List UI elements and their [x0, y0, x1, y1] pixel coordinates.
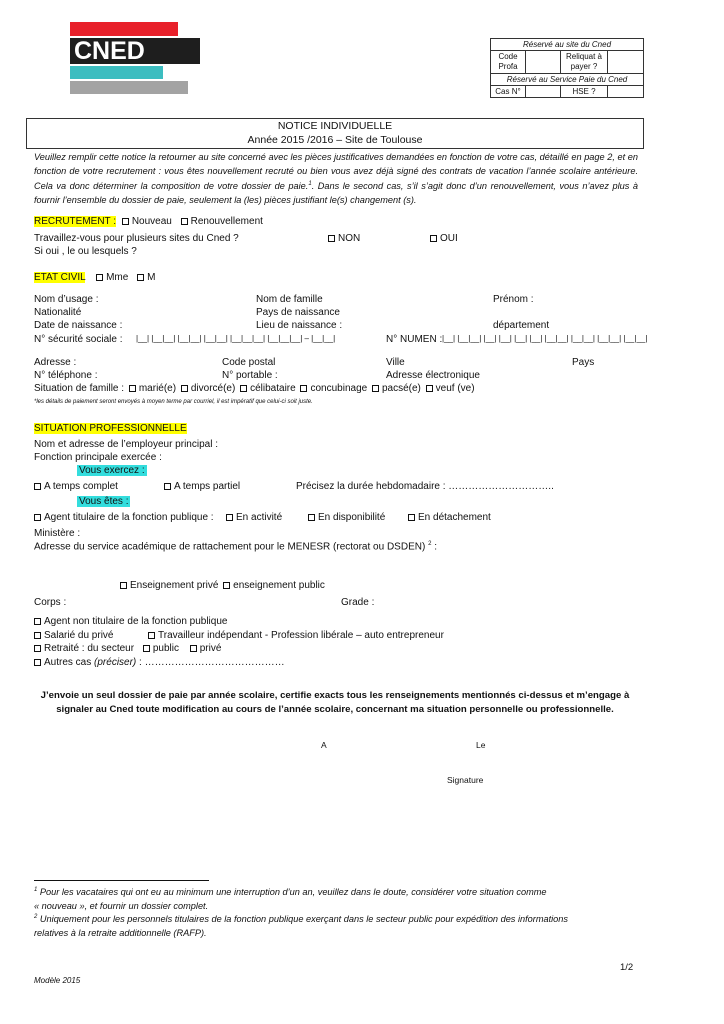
- signature-place-label: A: [321, 740, 327, 750]
- signature-label: Signature: [447, 775, 484, 785]
- fonction-label: Fonction principale exercée :: [34, 452, 162, 463]
- hse-value[interactable]: [608, 86, 644, 98]
- code-profa-label: Code Profa: [491, 51, 526, 74]
- renouvellement-checkbox[interactable]: [181, 218, 188, 225]
- m-label: M: [147, 272, 156, 283]
- corps-label: Corps :: [34, 597, 67, 608]
- pacse-label: pacsé(e): [381, 383, 421, 394]
- intro-footnote-ref: 1: [308, 181, 312, 187]
- renouvellement-label: Renouvellement: [190, 216, 263, 227]
- ville-label: Ville: [386, 357, 405, 368]
- notice-title: NOTICE INDIVIDUELLE: [277, 120, 393, 132]
- retraite-prive-checkbox[interactable]: [190, 645, 197, 652]
- autres-cas-option: [34, 657, 285, 668]
- service-colon: :: [431, 541, 437, 553]
- vous-etes-label: Vous êtes :: [79, 496, 129, 507]
- mme-checkbox[interactable]: [96, 274, 103, 281]
- non-option: [328, 233, 360, 244]
- service-footnote-ref: 2: [428, 541, 432, 547]
- intro-part1: Veuillez remplir cette notice la retourner au site concerné avec les pièces justificatives demandées en fonction de votre cas, détaillé en page 2, et en fonction de votre recrutement : vous êtes nouvellement recruté ou bien vous avez déjà signé des contrats de vacation l’année scolaire antérieure. Cela va donc déterminer la composition de votre dossier de paie.: [34, 152, 638, 192]
- en-activite-option: [226, 512, 282, 523]
- plusieurs-sites-question: Travaillez-vous pour plusieurs sites du Cned ?: [34, 233, 239, 244]
- celibataire-checkbox[interactable]: [240, 385, 247, 392]
- oui-option: [430, 233, 458, 244]
- nationalite-label: Nationalité: [34, 307, 82, 318]
- footnote-separator: [34, 880, 209, 881]
- reserve-site-title: Réservé au site du Cned: [491, 39, 644, 51]
- page-number: 1/2: [620, 962, 634, 973]
- independant-checkbox[interactable]: [148, 632, 155, 639]
- logo-teal-bar: [70, 66, 163, 79]
- salarie-label: Salarié du privé: [44, 630, 114, 641]
- vous-exercez-heading: [77, 465, 147, 476]
- m-checkbox[interactable]: [137, 274, 144, 281]
- certification-line2: signaler au Cned toute modification au cours de l’année scolaire, concernant ma situation personnelle ou professionnelle.: [56, 704, 614, 715]
- nom-usage-label: Nom d’usage :: [34, 294, 99, 305]
- temps-partiel-option: [164, 481, 240, 492]
- marie-checkbox[interactable]: [129, 385, 136, 392]
- agent-non-titulaire-option: [34, 616, 227, 627]
- en-detachement-checkbox[interactable]: [408, 514, 415, 521]
- ens-public-checkbox[interactable]: [223, 582, 230, 589]
- duree-hebdo-label: Précisez la durée hebdomadaire : …………………………..: [296, 481, 554, 492]
- logo-red-bar: [70, 22, 178, 36]
- secu-input-boxes[interactable]: |__| |__|__| |__|__| |__|__| |__|__|__| |__|__|__| – |__|__|: [136, 334, 336, 343]
- agent-non-titulaire-label: Agent non titulaire de la fonction publique: [44, 616, 228, 627]
- mme-label: Mme: [106, 272, 129, 283]
- footnote-1-number: 1: [34, 887, 38, 893]
- notice-subtitle: Année 2015 /2016 – Site de Toulouse: [247, 134, 423, 146]
- certification-line1: J’envoie un seul dossier de paie par année scolaire, certifie exacts tous les renseignements mentionnés ci-dessus et m’engage à: [40, 690, 630, 701]
- vous-exercez-label: Vous exercez :: [79, 465, 145, 476]
- salarie-option: [34, 630, 113, 641]
- en-disponibilite-label: En disponibilité: [318, 512, 386, 523]
- situation-pro-label: SITUATION PROFESSIONNELLE: [34, 423, 187, 434]
- etat-civil-row: [34, 272, 155, 283]
- email-note: *les détails de paiement seront envoyés à moyen terme par courriel, il est impératif que celui-ci soit juste.: [34, 399, 313, 405]
- footnote-2-number: 2: [34, 914, 38, 920]
- non-label: NON: [338, 233, 361, 244]
- code-profa-value[interactable]: [526, 51, 561, 74]
- independant-option: [148, 630, 444, 641]
- temps-partiel-label: A temps partiel: [174, 481, 241, 492]
- pays-label: Pays: [572, 357, 595, 368]
- agent-non-titulaire-checkbox[interactable]: [34, 618, 41, 625]
- en-activite-label: En activité: [236, 512, 283, 523]
- retraite-checkbox[interactable]: [34, 645, 41, 652]
- ministere-label: Ministère :: [34, 528, 81, 539]
- secu-label: N° sécurité sociale :: [34, 334, 123, 345]
- situation-pro-heading: [34, 423, 187, 434]
- recrutement-label: RECRUTEMENT :: [34, 216, 117, 227]
- pacse-checkbox[interactable]: [372, 385, 379, 392]
- oui-checkbox[interactable]: [430, 235, 437, 242]
- agent-titulaire-option: [34, 512, 214, 523]
- telephone-label: N° téléphone :: [34, 370, 98, 381]
- reserve-paie-title: Réservé au Service Paie du Cned: [491, 74, 644, 86]
- salarie-checkbox[interactable]: [34, 632, 41, 639]
- divorce-checkbox[interactable]: [181, 385, 188, 392]
- autres-cas-label: Autres cas: [44, 657, 92, 668]
- email-label: Adresse électronique: [386, 370, 480, 381]
- divorce-label: divorcé(e): [190, 383, 236, 394]
- veuf-checkbox[interactable]: [426, 385, 433, 392]
- footnote-1: [34, 887, 547, 897]
- grade-label: Grade :: [341, 597, 375, 608]
- recrutement-row: [34, 216, 263, 227]
- veuf-label: veuf (ve): [435, 383, 475, 394]
- agent-titulaire-label: Agent titulaire de la fonction publique :: [44, 512, 214, 523]
- logo-gray-bar: [70, 81, 188, 94]
- en-disponibilite-option: [308, 512, 385, 523]
- prenom-label: Prénom :: [493, 294, 534, 305]
- intro-part2: . Dans le second cas, s’il s’agit donc d’un renouvellement, vous n’avez plus à fournir l’ensemble du dossier de paie, seulement la (les) pièces justifiant le(s) changement (s).: [34, 181, 638, 205]
- situation-famille-row: [34, 383, 475, 394]
- retraite-public-checkbox[interactable]: [143, 645, 150, 652]
- modele-label: Modèle 2015: [34, 976, 81, 985]
- autres-cas-checkbox[interactable]: [34, 659, 41, 666]
- autres-cas-dots: : ……………………………………: [136, 657, 285, 668]
- departement-label: département: [493, 320, 550, 331]
- footnote-2-text: Uniquement pour les personnels titulaires de la fonction publique exerçant dans le secteur public pour expédition des informations: [39, 914, 568, 925]
- footnote-2: [34, 914, 568, 924]
- temps-complet-option: [34, 481, 118, 492]
- reserve-table: [490, 38, 644, 98]
- situation-famille-label: Situation de famille :: [34, 383, 125, 394]
- intro-paragraph: [34, 151, 638, 207]
- adresse-label: Adresse :: [34, 357, 77, 368]
- retraite-label: Retraité : du secteur: [44, 643, 135, 654]
- en-detachement-option: [408, 512, 491, 523]
- retraite-row: [34, 643, 221, 654]
- signature-date-label: Le: [476, 740, 486, 750]
- ens-prive-checkbox[interactable]: [120, 582, 127, 589]
- cas-value[interactable]: [526, 86, 561, 98]
- vous-etes-heading: [77, 496, 130, 507]
- service-academique-label: [34, 541, 437, 552]
- nouveau-checkbox[interactable]: [122, 218, 129, 225]
- marie-label: marié(e): [138, 383, 177, 394]
- concubinage-checkbox[interactable]: [300, 385, 307, 392]
- temps-complet-checkbox[interactable]: [34, 483, 41, 490]
- etat-civil-label: ETAT CIVIL: [34, 272, 86, 283]
- reliquat-label: Reliquat à payer ?: [561, 51, 608, 74]
- pays-naissance-label: Pays de naissance: [256, 307, 340, 318]
- ens-public-label: enseignement public: [233, 580, 325, 591]
- nouveau-label: Nouveau: [131, 216, 172, 227]
- code-postal-label: Code postal: [222, 357, 276, 368]
- logo-text: CNED: [74, 37, 145, 65]
- lesquels-question: Si oui , le ou lesquels ?: [34, 246, 137, 257]
- footnote-2-cont: relatives à la retraite additionnelle (RAFP).: [34, 928, 207, 938]
- en-activite-checkbox[interactable]: [226, 514, 233, 521]
- en-disponibilite-checkbox[interactable]: [308, 514, 315, 521]
- lieu-naissance-label: Lieu de naissance :: [256, 320, 343, 331]
- numen-label: N° NUMEN :: [386, 334, 443, 345]
- preciser-label: (préciser): [94, 657, 137, 668]
- concubinage-label: concubinage: [310, 383, 368, 394]
- temps-complet-label: A temps complet: [44, 481, 118, 492]
- employeur-label: Nom et adresse de l’employeur principal :: [34, 439, 218, 450]
- footnote-1-text: Pour les vacataires qui ont eu au minimum une interruption d’un an, veuillez dans le doute, considérer votre situation comme: [39, 887, 547, 898]
- enseignement-row: [120, 580, 325, 591]
- agent-titulaire-checkbox[interactable]: [34, 514, 41, 521]
- cas-label: Cas N°: [491, 86, 526, 98]
- reliquat-value[interactable]: [608, 51, 644, 74]
- footnote-1-cont: « nouveau », et fournir un dossier complet.: [34, 901, 209, 911]
- en-detachement-label: En détachement: [418, 512, 491, 523]
- portable-label: N° portable :: [222, 370, 278, 381]
- retraite-prive-label: privé: [199, 643, 222, 654]
- non-checkbox[interactable]: [328, 235, 335, 242]
- independant-label: Travailleur indépendant - Profession libérale – auto entrepreneur: [158, 630, 444, 641]
- celibataire-label: célibataire: [250, 383, 296, 394]
- temps-partiel-checkbox[interactable]: [164, 483, 171, 490]
- numen-input-boxes[interactable]: |__| |__|__| |__| |__| |__| |__| |__|__| |__|__| |__|__| |__|__|: [442, 334, 648, 343]
- service-academique-text: Adresse du service académique de rattachement pour le MENESR (rectorat ou DSDEN): [34, 541, 426, 553]
- date-naissance-label: Date de naissance :: [34, 320, 123, 331]
- oui-label: OUI: [440, 233, 458, 244]
- hse-label: HSE ?: [561, 86, 608, 98]
- ens-prive-label: Enseignement privé: [130, 580, 219, 591]
- nom-famille-label: Nom de famille: [256, 294, 323, 305]
- retraite-public-label: public: [152, 643, 179, 654]
